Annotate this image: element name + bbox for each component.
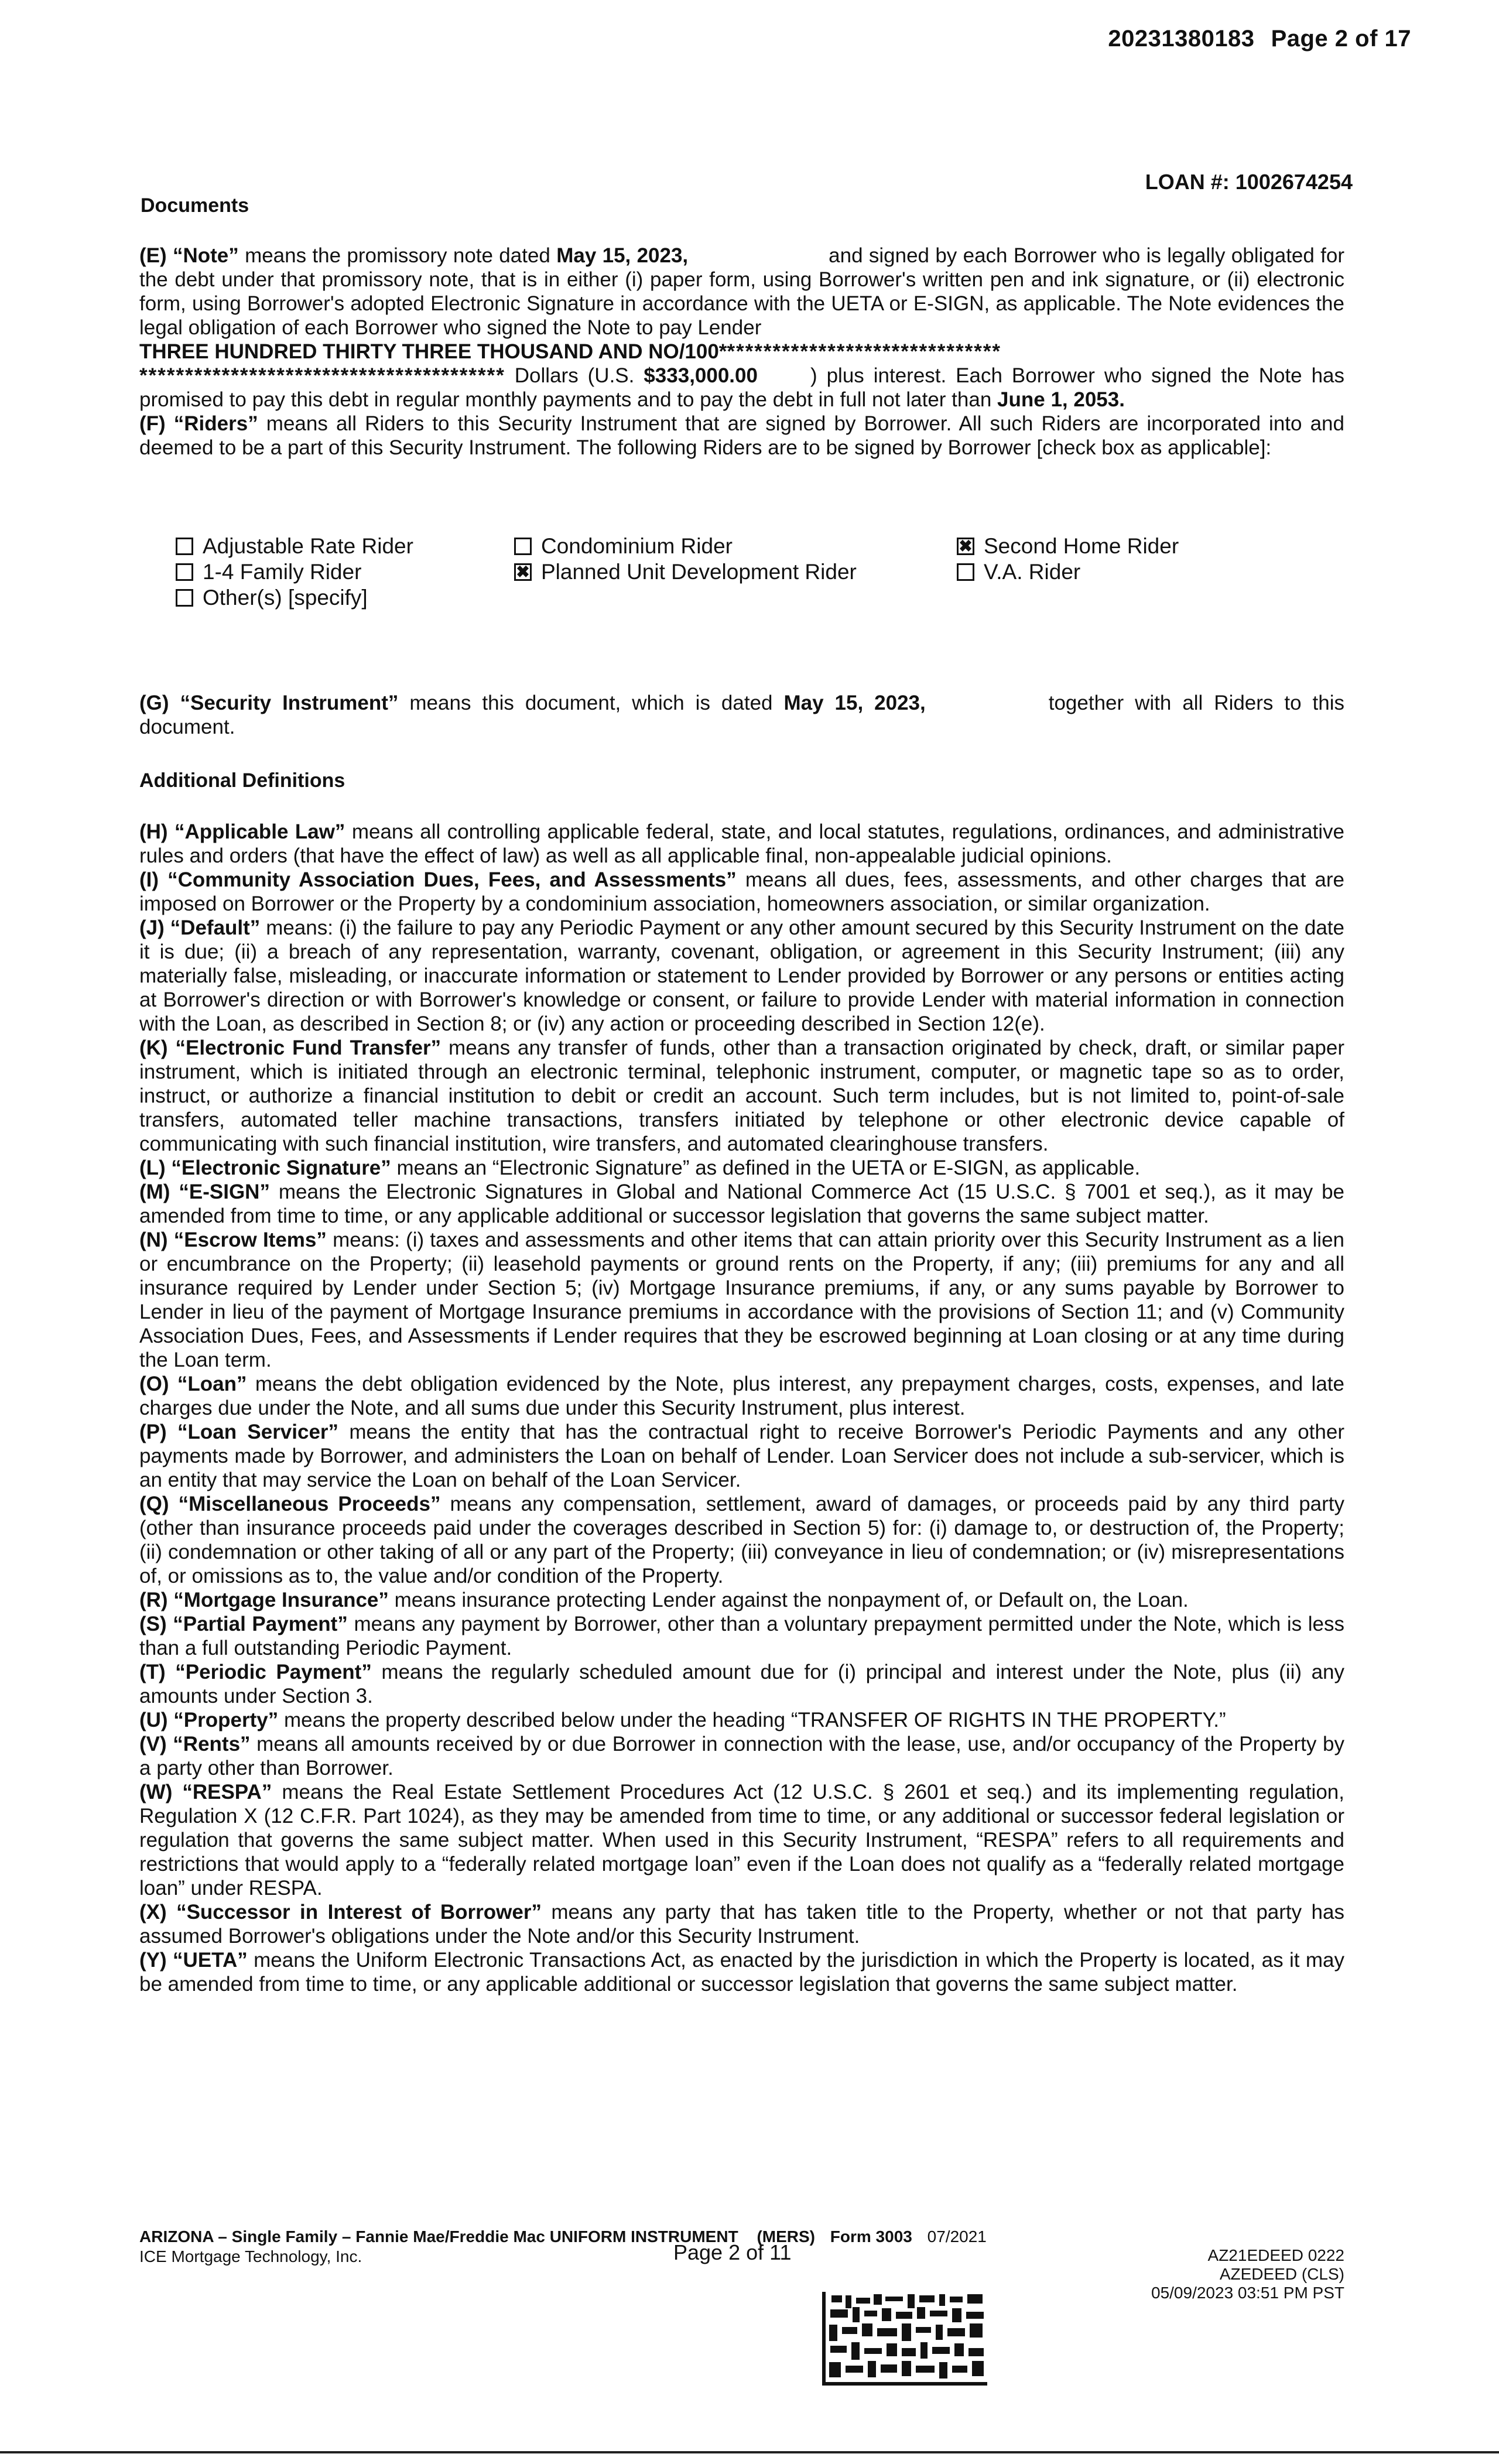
definition-text: means an “Electronic Signature” as defined in the UETA or E-SIGN, as applicable. [391,1156,1141,1179]
definition-text: means all controlling applicable federal, state, and local statutes, regulations, ordinances, and administrative rules and orders (that have the effect of law) as well as all applicable final, non-appealable judicial opinions. [139,820,1344,867]
checkbox-checked[interactable]: ✖ [514,563,532,581]
definition-label: (M) “E-SIGN” [139,1180,270,1203]
checkbox[interactable] [957,563,974,581]
recording-header [1108,26,1411,52]
checkbox-checked[interactable]: ✖ [957,538,974,555]
definition-rents [139,1732,1344,1780]
footer-code-1: AZ21EDEED 0222 [1207,2246,1344,2264]
note-stars-2: **************************************** [139,364,505,387]
document-number: 20231380183 [1108,26,1255,52]
definition-label: (N) “Escrow Items” [139,1228,327,1251]
footer-vendor: ICE Mortgage Technology, Inc. [139,2247,362,2265]
definition-miscellaneous-proceeds [139,1492,1344,1588]
definition-electronic-fund-transfer [139,1036,1344,1156]
definition-label: (T) “Periodic Payment” [139,1661,372,1683]
rider-label: 1-4 Family Rider [203,560,362,584]
definition-label: (H) “Applicable Law” [139,820,345,843]
definition-label: (W) “RESPA” [139,1781,272,1803]
footer-form-info [139,2227,987,2246]
section-title-additional-definitions: Additional Definitions [139,769,345,792]
definition-security-instrument [139,691,1344,739]
definition-label: (J) “Default” [139,916,261,939]
definition-text: means any compensation, settlement, award of damages, or proceeds paid by any third party (other than insurance proceeds paid under the coverages described in Section 5) for: (i) damage to, or destruction of, the Property; (ii) condemnation or other taking of all or any part of the Property; (iii) conveyance in lieu of condemnation; or (iv) misrepresentations of, or omissions as to, the value and/or condition of the Property. [139,1493,1345,1587]
definition-label: (Q) “Miscellaneous Proceeds” [139,1493,441,1515]
definition-label: (O) “Loan” [139,1373,247,1395]
definition-successor-in-interest [139,1900,1344,1948]
definition-label: (L) “Electronic Signature” [139,1156,391,1179]
page-bottom-border [0,2451,1499,2453]
definition-text: means the Real Estate Settlement Procedures Act (12 U.S.C. § 2601 et seq.) and its implementing regulation, Regulation X (12 C.F.R. Part 1024), as they may be amended from time to time, or any additional or successor federal legislation or regulation that governs the same subject matter. When used in this Security Instrument, “RESPA” refers to all requirements and restrictions that would apply to a “federally related mortgage loan” even if the Loan does not qualify as a “federally related mortgage loan” under RESPA. [139,1781,1344,1900]
definition-text: means the regularly scheduled amount due for (i) principal and interest under the Note, plus (ii) any amounts under Section 3. [139,1661,1345,1707]
definition-loan [139,1372,1344,1420]
checkbox[interactable] [176,589,193,607]
definition-text: means any transfer of funds, other than a transaction originated by check, draft, or similar paper instrument, which is initiated through an electronic terminal, telephonic instrument, computer, or magnetic tape so as to order, instruct, or authorize a financial institution to debit or credit an account. Such term includes, but is not limited to, point-of-sale transfers, automated teller machine transactions, transfers initiated by telephone or other electronic device capable of communicating with such financial institution, wire transfers, and automated clearinghouse transfers. [139,1036,1345,1155]
definition-text: means: (i) the failure to pay any Periodic Payment or any other amount secured by this Security Instrument on the date it is due; (ii) a breach of any representation, warranty, covenant, obligation, or agreement in this Security Instrument; (iii) any materially false, misleading, or inaccurate information or statement to Lender provided by Borrower or any persons or entities acting at Borrower's direction or with Borrower's knowledge or consent, or failure to provide Lender with material information in connection with the Loan, as described in Section 8; or (iv) any action or proceeding described in Section 12(e). [139,916,1344,1035]
footer-codes [1151,2246,1344,2302]
rider-second-home[interactable] [957,534,1179,559]
rider-va[interactable] [957,560,1080,584]
riders-text: means all Riders to this Security Instrument that are signed by Borrower. All such Riders are incorporated into and deemed to be a part of this Security Instrument. The following Riders are to be signed by Borrower [check box as applicable]: [139,412,1344,459]
definition-e-sign [139,1180,1344,1228]
checkbox[interactable] [514,538,532,555]
definitions-list [139,820,1344,1996]
footer-code-2: AZEDEED (CLS) [1219,2265,1344,2283]
section-title-documents: Documents [141,194,249,217]
note-amount-words: THREE HUNDRED THIRTY THREE THOUSAND AND NO/100* [139,340,727,363]
security-date: May 15, 2023, [783,692,926,714]
rider-label: Other(s) [specify] [203,586,368,610]
footer-page-number: Page 2 of 11 [673,2240,792,2264]
footer-mers: (MERS) [757,2227,815,2246]
note-text-1: means the promissory note dated [238,244,557,267]
definition-applicable-law [139,820,1344,868]
footer-form-title: – Single Family – Fannie Mae/Freddie Mac UNIFORM INSTRUMENT [213,2227,738,2246]
security-text-2: together with all Riders to this document. [139,692,1345,738]
definition-ueta [139,1948,1344,1996]
rider-label: Planned Unit Development Rider [541,560,857,584]
definition-text: means any party that has taken title to the Property, whether or not that party has assumed Borrower's obligations under the Note and/or this Security Instrument. [139,1901,1344,1948]
definition-community-association-dues [139,868,1344,916]
definition-text: means the entity that has the contractual right to receive Borrower's Periodic Payments and any other payments made by Borrower, and administers the Loan on behalf of Lender. Loan Servicer does not include a sub-servicer, which is an entity that may service the Loan on behalf of the Loan Servicer. [139,1421,1344,1491]
note-label: (E) “Note” [139,244,239,267]
rider-adjustable-rate[interactable] [176,534,413,559]
rider-label: Second Home Rider [984,534,1179,558]
definition-label: (S) “Partial Payment” [139,1613,348,1635]
definition-loan-servicer [139,1420,1344,1492]
note-dollars-text: Dollars (U.S. [505,364,644,387]
definition-partial-payment [139,1612,1344,1660]
note-amount: $333,000.00 [644,364,758,387]
rider-label: Adjustable Rate Rider [203,534,413,558]
definition-respa [139,1780,1344,1900]
definition-text: means: (i) taxes and assessments and other items that can attain priority over this Security Instrument as a lien or encumbrance on the Property; (ii) leasehold payments or ground rents on the Property, if any; (iii) premiums for any and all insurance required by Lender under Section 5; (iv) Mortgage Insurance premiums, if any, or any sums payable by Borrower to Lender in lieu of the payment of Mortgage Insurance premiums in accordance with the provisions of Section 11; and (v) Community Association Dues, Fees, and Assessments if Lender requires that they be escrowed beginning at Loan closing or at any time during the Loan term. [139,1228,1345,1371]
definition-label: (X) “Successor in Interest of Borrower” [139,1901,542,1924]
note-text-2: and signed by each Borrower who is legally obligated for the debt under that promissory note, that is in either (i) paper form, using Borrower's written pen and ink signature, or (ii) electronic form, using Borrower's adopted Electronic Signature in accordance with the UETA or E-SIGN, as applicable. The Note evidences the legal obligation of each Borrower who signed the Note to pay Lender [139,244,1345,339]
security-label: (G) “Security Instrument” [139,692,399,714]
rider-planned-unit-development[interactable] [514,560,857,584]
recording-page-label: Page 2 of 17 [1271,26,1411,52]
definition-text: means the Electronic Signatures in Global and National Commerce Act (15 U.S.C. § 7001 et seq.), as it may be amended from time to time, or any applicable additional or successor legislation that governs the same subject matter. [139,1180,1345,1227]
rider-label: V.A. Rider [984,560,1081,584]
definition-text: means any payment by Borrower, other than a voluntary prepayment permitted under the Note, which is less than a full outstanding Periodic Payment. [139,1613,1345,1659]
definition-label: (K) “Electronic Fund Transfer” [139,1036,442,1059]
definition-escrow-items [139,1228,1344,1372]
note-date: May 15, 2023, [556,244,689,267]
barcode-icon [820,2290,990,2388]
rider-condominium[interactable] [514,534,733,559]
note-text-3: ) plus interest. Each Borrower who signed the Note has promised to pay this debt in regular monthly payments and to pay the debt in full not later than [139,364,1345,411]
definition-text: means all amounts received by or due Borrower in connection with the lease, use, and/or occupancy of the Property by a party other than Borrower. [139,1733,1345,1779]
loan-number: LOAN #: 1002674254 [1145,170,1353,194]
definition-note [139,244,1344,460]
checkbox[interactable] [176,538,193,555]
definition-text: means the property described below under the heading “TRANSFER OF RIGHTS IN THE PROPERTY.” [278,1709,1226,1731]
definition-label: (I) “Community Association Dues, Fees, and Assessments” [139,868,737,891]
definition-label: (V) “Rents” [139,1733,251,1755]
footer-form-number: Form 3003 [830,2227,912,2246]
definition-text: means the debt obligation evidenced by the Note, plus interest, any prepayment charges, costs, expenses, and late charges due under the Note, and all sums due under this Security Instrument, plus interest. [139,1373,1344,1419]
definition-label: (R) “Mortgage Insurance” [139,1589,389,1611]
definition-electronic-signature [139,1156,1344,1180]
definition-periodic-payment [139,1660,1344,1708]
definition-label: (U) “Property” [139,1709,279,1731]
riders-label: (F) “Riders” [139,412,258,435]
note-maturity-date: June 1, 2053. [997,388,1125,411]
footer-form-date: 07/2021 [927,2227,987,2246]
definition-default [139,916,1344,1036]
definition-label: (P) “Loan Servicer” [139,1421,339,1443]
security-text-1: means this document, which is dated [398,692,784,714]
definition-text: means all dues, fees, assessments, and other charges that are imposed on Borrower or the Property by a condominium association, homeowners association, or similar organization. [139,868,1344,915]
footer-state: ARIZONA [139,2227,214,2246]
definition-text: means insurance protecting Lender against the nonpayment of, or Default on, the Loan. [388,1589,1189,1611]
definition-property [139,1708,1344,1732]
rider-other[interactable] [176,586,368,610]
definition-label: (Y) “UETA” [139,1949,248,1972]
definition-text: means the Uniform Electronic Transactions Act, as enacted by the jurisdiction in which the Property is located, as it may be amended from time to time, or any applicable additional or successor legislation that governs the same subject matter. [139,1949,1344,1996]
rider-label: Condominium Rider [541,534,733,558]
note-stars-1: ****************************** [727,340,1002,363]
checkbox[interactable] [176,563,193,581]
footer-timestamp: 05/09/2023 03:51 PM PST [1151,2284,1344,2302]
definition-mortgage-insurance [139,1588,1344,1612]
rider-1-4-family[interactable] [176,560,361,584]
